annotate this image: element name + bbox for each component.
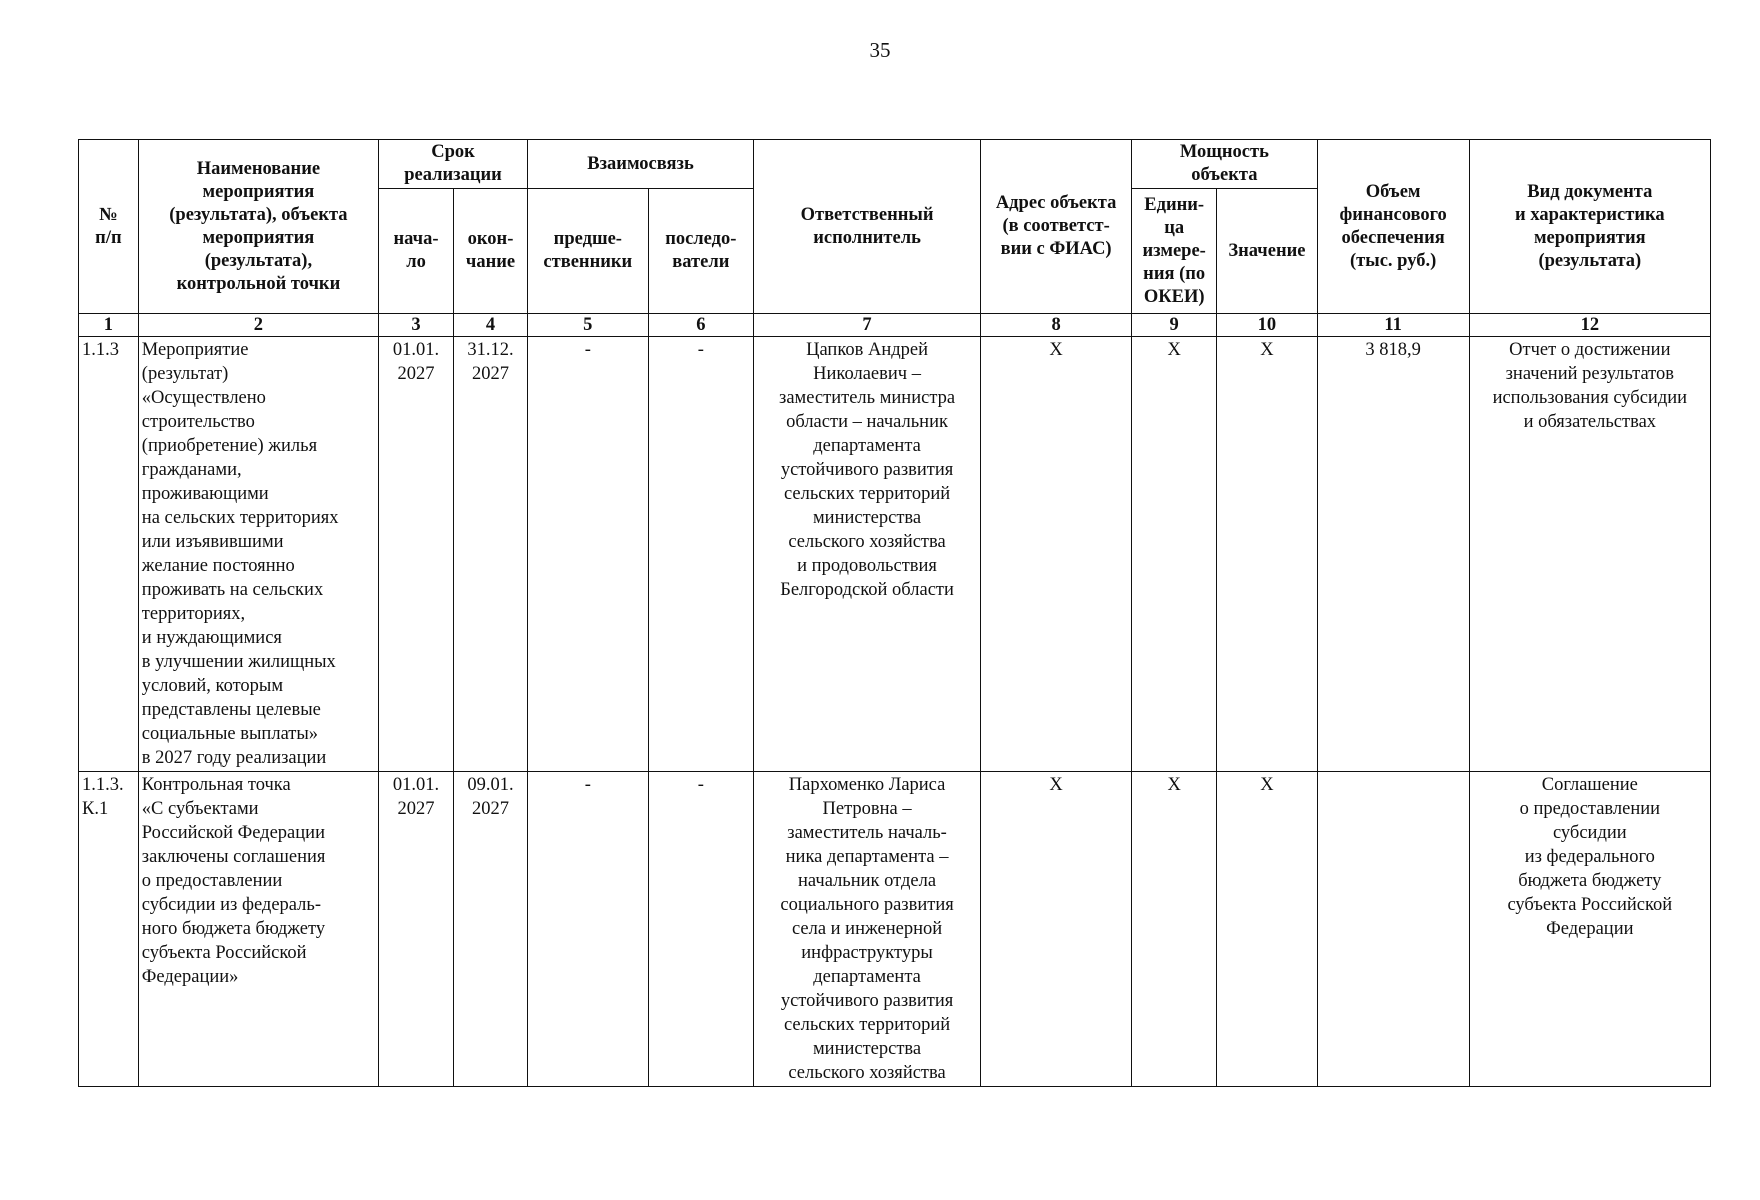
cell-no: 1.1.3. К.1 <box>79 772 139 1087</box>
header-finance: Объем финансового обеспечения (тыс. руб.) <box>1317 140 1469 314</box>
cell-responsible: Пархоменко Лариса Петровна – заместитель началь- ника департамента – начальник отдела социального развития села и инженерной инфраструктуры департамента устойчивого развития сельских территорий министерства сельского хозяйства <box>754 772 981 1087</box>
cell-start: 01.01. 2027 <box>379 772 454 1087</box>
column-number-row <box>79 314 1711 337</box>
column-number: 1 <box>79 314 139 337</box>
header-pred: предше- ственники <box>528 189 649 314</box>
cell-value: X <box>1217 772 1317 1087</box>
cell-finance: 3 818,9 <box>1317 337 1469 772</box>
table-row <box>79 772 1711 1087</box>
cell-address: X <box>981 337 1132 772</box>
column-number: 6 <box>648 314 753 337</box>
cell-start: 01.01. 2027 <box>379 337 454 772</box>
cell-doc: Отчет о достижении значений результатов использования субсидии и обязательствах <box>1469 337 1710 772</box>
column-number: 8 <box>981 314 1132 337</box>
cell-end: 31.12. 2027 <box>454 337 528 772</box>
cell-name: Мероприятие (результат) «Осуществлено строительство (приобретение) жилья гражданами, проживающими на сельских территориях или изъявившими желание постоянно проживать на сельских территориях, и нуждающимися в улучшении жилищных условий, которым представлены целевые социальные выплаты» в 2027 году реализации <box>138 337 378 772</box>
cell-address: X <box>981 772 1132 1087</box>
header-start: нача- ло <box>379 189 454 314</box>
column-number: 10 <box>1217 314 1317 337</box>
header-name: Наименование мероприятия (результата), объекта мероприятия (результата), контрольной точки <box>138 140 378 314</box>
header-succ: последо- ватели <box>648 189 753 314</box>
cell-pred: - <box>528 772 649 1087</box>
cell-finance <box>1317 772 1469 1087</box>
plan-table <box>78 139 1711 1087</box>
cell-succ: - <box>648 772 753 1087</box>
column-number: 12 <box>1469 314 1710 337</box>
column-number: 5 <box>528 314 649 337</box>
header-address: Адрес объекта (в соответст- вии с ФИАС) <box>981 140 1132 314</box>
header-unit: Едини- ца измере- ния (по ОКЕИ) <box>1132 189 1217 314</box>
cell-pred: - <box>528 337 649 772</box>
header-period-group: Срок реализации <box>379 140 528 189</box>
cell-succ: - <box>648 337 753 772</box>
header-no: № п/п <box>79 140 139 314</box>
cell-doc: Соглашение о предоставлении субсидии из федерального бюджета бюджету субъекта Российской Федерации <box>1469 772 1710 1087</box>
cell-responsible: Цапков Андрей Николаевич – заместитель министра области – начальник департамента устойчивого развития сельских территорий министерства сельского хозяйства и продовольствия Белгородской области <box>754 337 981 772</box>
column-number: 3 <box>379 314 454 337</box>
header-relation-group: Взаимосвязь <box>528 140 754 189</box>
header-responsible: Ответственный исполнитель <box>754 140 981 314</box>
cell-unit: X <box>1132 772 1217 1087</box>
header-value: Значение <box>1217 189 1317 314</box>
cell-no: 1.1.3 <box>79 337 139 772</box>
header-end: окон- чание <box>454 189 528 314</box>
cell-value: X <box>1217 337 1317 772</box>
page-number: 35 <box>869 38 891 62</box>
column-number: 9 <box>1132 314 1217 337</box>
column-number: 4 <box>454 314 528 337</box>
header-doc: Вид документа и характеристика мероприятия (результата) <box>1469 140 1710 314</box>
column-number: 2 <box>138 314 378 337</box>
cell-end: 09.01. 2027 <box>454 772 528 1087</box>
table-row <box>79 337 1711 772</box>
header-row-1 <box>79 140 1711 189</box>
header-capacity-group: Мощность объекта <box>1132 140 1318 189</box>
column-number: 7 <box>754 314 981 337</box>
cell-unit: X <box>1132 337 1217 772</box>
column-number: 11 <box>1317 314 1469 337</box>
cell-name: Контрольная точка «С субъектами Российской Федерации заключены соглашения о предоставлении субсидии из федераль- ного бюджета бюджету субъекта Российской Федерации» <box>138 772 378 1087</box>
